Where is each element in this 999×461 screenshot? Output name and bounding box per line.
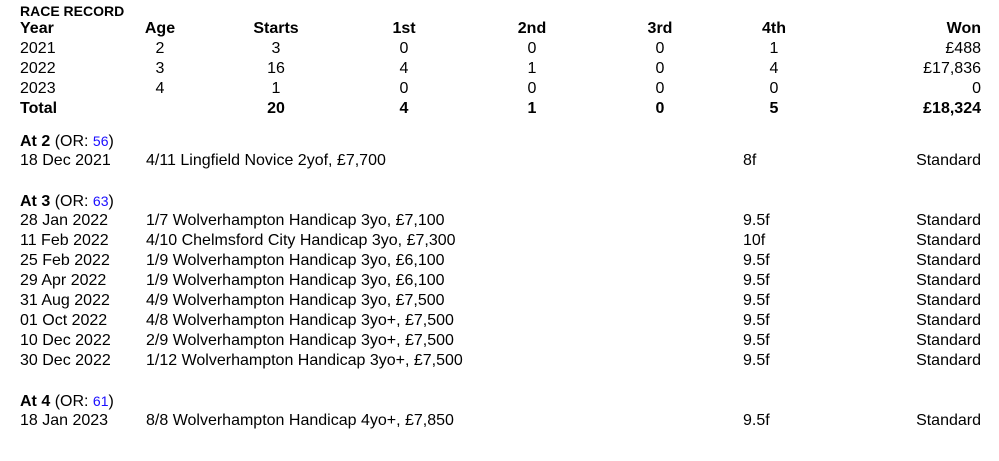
cell-starts: 16 [267, 60, 285, 77]
race-going: Standard [916, 212, 981, 229]
cell-1st: 0 [399, 80, 409, 97]
race-distance: 9.5f [743, 352, 770, 369]
race-description: 1/9 Wolverhampton Handicap 3yo, £6,100 [146, 272, 445, 289]
summary-header-row [20, 19, 981, 39]
race-row [20, 271, 981, 291]
race-date: 31 Aug 2022 [20, 292, 110, 309]
race-row [20, 311, 981, 331]
race-date: 30 Dec 2022 [20, 352, 111, 369]
cell-age: 2 [155, 40, 165, 57]
cell-2nd: 0 [527, 40, 537, 57]
race-description: 4/10 Chelmsford City Handicap 3yo, £7,300 [146, 232, 456, 249]
official-rating-link[interactable]: 56 [92, 133, 109, 149]
section-heading [20, 191, 981, 211]
official-rating-link[interactable]: 61 [92, 393, 109, 409]
cell-2nd: 1 [527, 60, 537, 77]
cell-won: 0 [972, 80, 981, 97]
race-description: 4/11 Lingfield Novice 2yof, £7,700 [146, 152, 386, 169]
or-suffix: ) [108, 133, 114, 150]
race-distance: 9.5f [743, 252, 770, 269]
summary-table [20, 19, 981, 119]
race-distance: 9.5f [743, 292, 770, 309]
or-suffix: ) [108, 193, 114, 210]
race-going: Standard [916, 272, 981, 289]
race-record-heading: RACE RECORD [20, 3, 125, 19]
race-description: 2/9 Wolverhampton Handicap 3yo+, £7,500 [146, 332, 454, 349]
or-suffix: ) [108, 393, 114, 410]
race-distance: 9.5f [743, 312, 770, 329]
cell-won: £17,836 [923, 60, 981, 77]
race-row [20, 411, 981, 431]
race-date: 01 Oct 2022 [20, 312, 108, 329]
summary-row [20, 39, 981, 59]
official-rating-link[interactable]: 63 [92, 193, 109, 209]
cell-starts: 3 [271, 40, 281, 57]
section-heading [20, 131, 981, 151]
race-going: Standard [916, 252, 981, 269]
col-1st-header: 1st [392, 20, 416, 37]
col-2nd-header: 2nd [517, 20, 547, 37]
race-date: 18 Jan 2023 [20, 412, 109, 429]
race-date: 18 Dec 2021 [20, 152, 111, 169]
cell-1st: 4 [399, 60, 409, 77]
race-distance: 9.5f [743, 332, 770, 349]
race-date: 11 Feb 2022 [20, 232, 109, 249]
race-row [20, 151, 981, 171]
section-label: At 3 [20, 193, 51, 210]
race-row [20, 291, 981, 311]
total-starts: 20 [267, 100, 285, 117]
col-3rd-header: 3rd [647, 20, 673, 37]
total-3rd: 0 [655, 100, 665, 117]
col-age-header: Age [144, 20, 176, 37]
race-going: Standard [916, 352, 981, 369]
cell-3rd: 0 [655, 60, 665, 77]
age-section-3 [20, 191, 981, 371]
race-date: 10 Dec 2022 [20, 332, 111, 349]
race-distance: 9.5f [743, 212, 770, 229]
age-section-2 [20, 131, 981, 171]
cell-3rd: 0 [655, 80, 665, 97]
race-row [20, 211, 981, 231]
cell-year: 2021 [20, 40, 56, 57]
cell-4th: 0 [769, 80, 779, 97]
race-row [20, 231, 981, 251]
col-won-header: Won [946, 20, 981, 37]
cell-age: 3 [155, 60, 165, 77]
total-age [144, 99, 176, 119]
cell-4th: 1 [769, 40, 779, 57]
race-description: 1/9 Wolverhampton Handicap 3yo, £6,100 [146, 252, 445, 269]
race-going: Standard [916, 312, 981, 329]
col-starts-header: Starts [253, 20, 299, 37]
cell-year: 2023 [20, 80, 56, 97]
race-going: Standard [916, 332, 981, 349]
cell-3rd: 0 [655, 40, 665, 57]
race-going: Standard [916, 232, 981, 249]
race-going: Standard [916, 412, 981, 429]
race-row [20, 251, 981, 271]
total-4th: 5 [769, 100, 779, 117]
race-date: 25 Feb 2022 [20, 252, 110, 269]
total-label: Total [20, 100, 58, 117]
cell-2nd: 0 [527, 80, 537, 97]
race-description: 4/9 Wolverhampton Handicap 3yo, £7,500 [146, 292, 445, 309]
race-going: Standard [916, 152, 981, 169]
race-distance: 9.5f [743, 272, 770, 289]
race-description: 8/8 Wolverhampton Handicap 4yo+, £7,850 [146, 412, 454, 429]
race-distance: 9.5f [743, 412, 770, 429]
race-date: 28 Jan 2022 [20, 212, 109, 229]
cell-starts: 1 [271, 80, 281, 97]
race-distance: 8f [743, 152, 757, 169]
section-label: At 2 [20, 133, 51, 150]
cell-won: £488 [945, 40, 981, 57]
race-description: 4/8 Wolverhampton Handicap 3yo+, £7,500 [146, 312, 454, 329]
race-row [20, 351, 981, 371]
or-prefix: (OR: [54, 133, 93, 150]
or-prefix: (OR: [54, 393, 93, 410]
summary-total-row [20, 99, 981, 119]
race-going: Standard [916, 292, 981, 309]
summary-row [20, 59, 981, 79]
race-record-page [20, 3, 981, 431]
cell-4th: 4 [769, 60, 779, 77]
total-won: £18,324 [923, 100, 981, 117]
race-date: 29 Apr 2022 [20, 272, 107, 289]
section-heading [20, 391, 981, 411]
total-1st: 4 [399, 100, 409, 117]
col-4th-header: 4th [762, 20, 786, 37]
summary-row [20, 79, 981, 99]
col-year-header: Year [20, 20, 54, 37]
cell-year: 2022 [20, 60, 56, 77]
age-section-4 [20, 391, 981, 431]
race-distance: 10f [743, 232, 766, 249]
race-row [20, 331, 981, 351]
section-label: At 4 [20, 393, 51, 410]
total-2nd: 1 [527, 100, 537, 117]
cell-1st: 0 [399, 40, 409, 57]
cell-age: 4 [155, 80, 165, 97]
or-prefix: (OR: [54, 193, 93, 210]
race-description: 1/12 Wolverhampton Handicap 3yo+, £7,500 [146, 352, 463, 369]
race-description: 1/7 Wolverhampton Handicap 3yo, £7,100 [146, 212, 445, 229]
